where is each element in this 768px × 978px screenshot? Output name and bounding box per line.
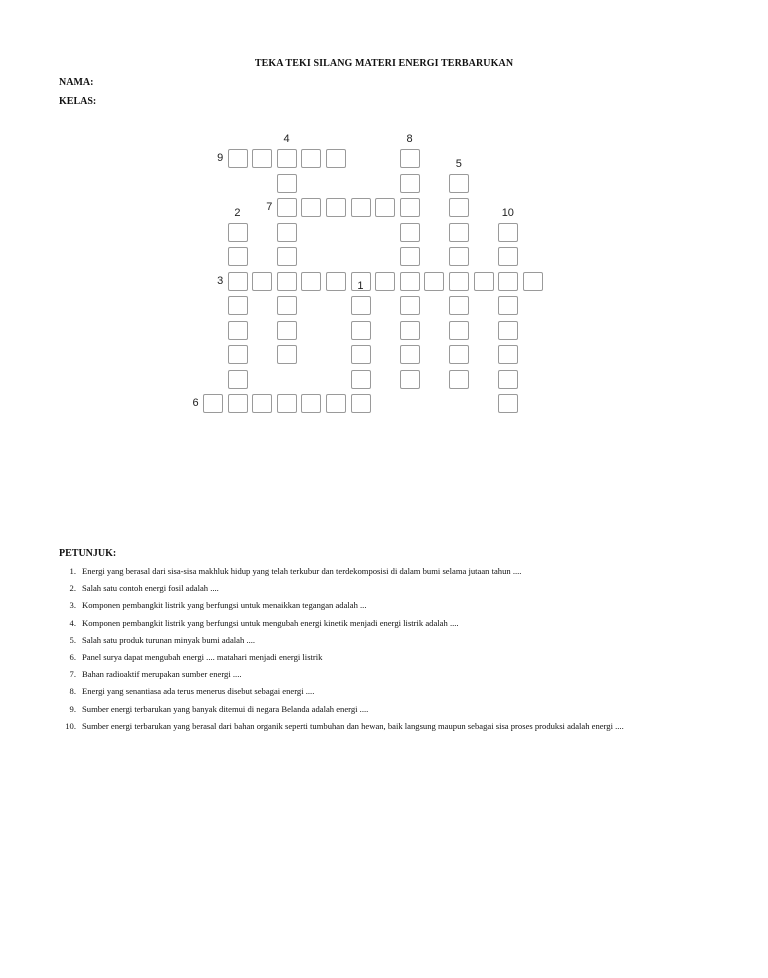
clue-text: Energi yang berasal dari sisa-sisa makhluk hidup yang telah terkubur dan terdekomposisi di dalam bumi selama jutaan tahun .... xyxy=(82,566,522,576)
clue-number-9: 9 xyxy=(217,152,224,164)
clue-item xyxy=(59,566,759,583)
crossword-cell[interactable] xyxy=(326,198,346,217)
crossword-cell[interactable] xyxy=(326,149,346,168)
clue-index: 3. xyxy=(69,600,76,611)
clue-text: Komponen pembangkit listrik yang berfungsi untuk mengubah energi kinetik menjadi energi listrik adalah .... xyxy=(82,617,459,628)
crossword-cell[interactable] xyxy=(498,321,518,340)
crossword-cell[interactable] xyxy=(277,174,297,193)
clue-text: Energi yang senantiasa ada terus menerus disebut sebagai energi .... xyxy=(82,686,315,697)
crossword-cell[interactable] xyxy=(498,296,518,315)
name-field-label: NAMA: xyxy=(59,77,94,88)
crossword-cell[interactable] xyxy=(449,272,469,291)
crossword-cell[interactable] xyxy=(228,247,248,266)
clue-text: Komponen pembangkit listrik yang berfungsi untuk menaikkan tegangan adalah ... xyxy=(82,600,367,611)
crossword-cell[interactable] xyxy=(228,223,248,242)
crossword-cell[interactable] xyxy=(375,272,395,291)
crossword-cell[interactable] xyxy=(228,345,248,364)
clues-heading: PETUNJUK: xyxy=(59,548,117,559)
crossword-cell[interactable] xyxy=(301,198,321,217)
crossword-cell[interactable] xyxy=(351,394,371,413)
crossword-cell[interactable] xyxy=(351,198,371,217)
clue-index: 5. xyxy=(69,634,76,645)
clue-index: 4. xyxy=(69,617,76,628)
crossword-cell[interactable] xyxy=(326,272,346,291)
clue-index: 1. xyxy=(69,566,76,576)
clue-number-7: 7 xyxy=(266,201,273,213)
crossword-cell[interactable] xyxy=(498,223,518,242)
clue-text: Salah satu contoh energi fosil adalah .... xyxy=(82,583,219,594)
crossword-cell[interactable] xyxy=(252,272,272,291)
clue-item xyxy=(59,721,759,738)
clue-number-2: 2 xyxy=(234,206,241,219)
clue-number-6: 6 xyxy=(192,397,199,409)
crossword-cell[interactable] xyxy=(252,149,272,168)
clue-item xyxy=(59,600,759,617)
clue-number-5: 5 xyxy=(455,157,462,170)
clue-item xyxy=(59,618,759,635)
crossword-cell[interactable] xyxy=(277,149,297,168)
crossword-cell[interactable] xyxy=(252,394,272,413)
crossword-cell[interactable] xyxy=(449,370,469,389)
clue-text: Salah satu produk turunan minyak bumi adalah .... xyxy=(82,634,256,645)
crossword-cell[interactable] xyxy=(277,223,297,242)
crossword-cell[interactable] xyxy=(400,149,420,168)
clue-item xyxy=(59,583,759,600)
crossword-cell[interactable] xyxy=(351,345,371,364)
crossword-cell[interactable] xyxy=(449,174,469,193)
clue-text: Sumber energi terbarukan yang banyak ditemui di negara Belanda adalah energi .... xyxy=(82,703,369,714)
crossword-cell[interactable] xyxy=(400,296,420,315)
crossword-cell[interactable] xyxy=(400,223,420,242)
crossword-cell[interactable] xyxy=(228,296,248,315)
crossword-cell[interactable] xyxy=(228,321,248,340)
clue-number-8: 8 xyxy=(406,133,413,145)
crossword-cell[interactable] xyxy=(498,370,518,389)
clue-item xyxy=(59,686,759,703)
crossword-cell[interactable] xyxy=(523,272,543,291)
crossword-cell[interactable] xyxy=(228,272,248,291)
clue-index: 9. xyxy=(69,703,76,714)
clue-item xyxy=(59,652,759,669)
crossword-cell[interactable] xyxy=(277,321,297,340)
crossword-cell[interactable] xyxy=(277,272,297,291)
crossword-cell[interactable] xyxy=(301,394,321,413)
crossword-grid xyxy=(0,0,768,440)
crossword-cell[interactable] xyxy=(277,247,297,266)
crossword-cell[interactable] xyxy=(277,198,297,217)
crossword-cell[interactable] xyxy=(203,394,223,413)
crossword-cell[interactable] xyxy=(277,394,297,413)
crossword-cell[interactable] xyxy=(498,345,518,364)
clue-item xyxy=(59,704,759,721)
crossword-cell[interactable] xyxy=(449,247,469,266)
clue-text: Panel surya dapat mengubah energi .... matahari menjadi energi listrik xyxy=(82,651,323,662)
crossword-cell[interactable] xyxy=(351,370,371,389)
clue-text: Bahan radioaktif merupakan sumber energi .... xyxy=(82,669,242,680)
crossword-cell[interactable] xyxy=(326,394,346,413)
crossword-cell[interactable] xyxy=(400,272,420,291)
crossword-cell[interactable] xyxy=(351,321,371,340)
clue-list xyxy=(59,566,759,738)
crossword-cell[interactable] xyxy=(449,345,469,364)
crossword-cell[interactable] xyxy=(449,321,469,340)
crossword-cell[interactable] xyxy=(301,272,321,291)
clue-text: Sumber energi terbarukan yang berasal dari bahan organik seperti tumbuhan dan hewan, baik langsung maupun sebagai sisa proses produksi adalah energi .... xyxy=(82,720,624,731)
clue-index: 6. xyxy=(69,651,76,662)
clue-number-4: 4 xyxy=(283,133,290,145)
crossword-cell[interactable] xyxy=(351,296,371,315)
clue-number-10: 10 xyxy=(501,206,514,219)
crossword-cell[interactable] xyxy=(498,394,518,413)
crossword-cell[interactable] xyxy=(424,272,444,291)
crossword-cell[interactable] xyxy=(400,174,420,193)
crossword-cell[interactable] xyxy=(449,198,469,217)
clue-index: 7. xyxy=(69,669,76,680)
crossword-cell[interactable] xyxy=(400,370,420,389)
crossword-cell[interactable] xyxy=(228,149,248,168)
crossword-cell[interactable] xyxy=(301,149,321,168)
crossword-cell[interactable] xyxy=(400,345,420,364)
class-field-label: KELAS: xyxy=(59,96,97,107)
crossword-cell[interactable] xyxy=(449,296,469,315)
crossword-cell[interactable] xyxy=(474,272,494,291)
crossword-cell[interactable] xyxy=(228,370,248,389)
crossword-cell[interactable] xyxy=(400,247,420,266)
crossword-cell[interactable] xyxy=(449,223,469,242)
clue-index: 2. xyxy=(69,583,76,594)
clue-number-3: 3 xyxy=(217,274,224,287)
clue-index: 8. xyxy=(69,686,76,697)
crossword-cell[interactable] xyxy=(498,272,518,291)
clue-item xyxy=(59,635,759,652)
clue-index: 10. xyxy=(65,720,76,731)
crossword-cell[interactable] xyxy=(400,198,420,217)
crossword-cell[interactable] xyxy=(400,321,420,340)
crossword-cell[interactable] xyxy=(277,345,297,364)
clue-item xyxy=(59,669,759,686)
crossword-cell[interactable] xyxy=(277,296,297,315)
clue-number-1: 1 xyxy=(357,280,364,292)
crossword-cell[interactable] xyxy=(375,198,395,217)
crossword-cell[interactable] xyxy=(228,394,248,413)
crossword-cell[interactable] xyxy=(498,247,518,266)
worksheet-title: TEKA TEKI SILANG MATERI ENERGI TERBARUKAN xyxy=(254,58,514,69)
